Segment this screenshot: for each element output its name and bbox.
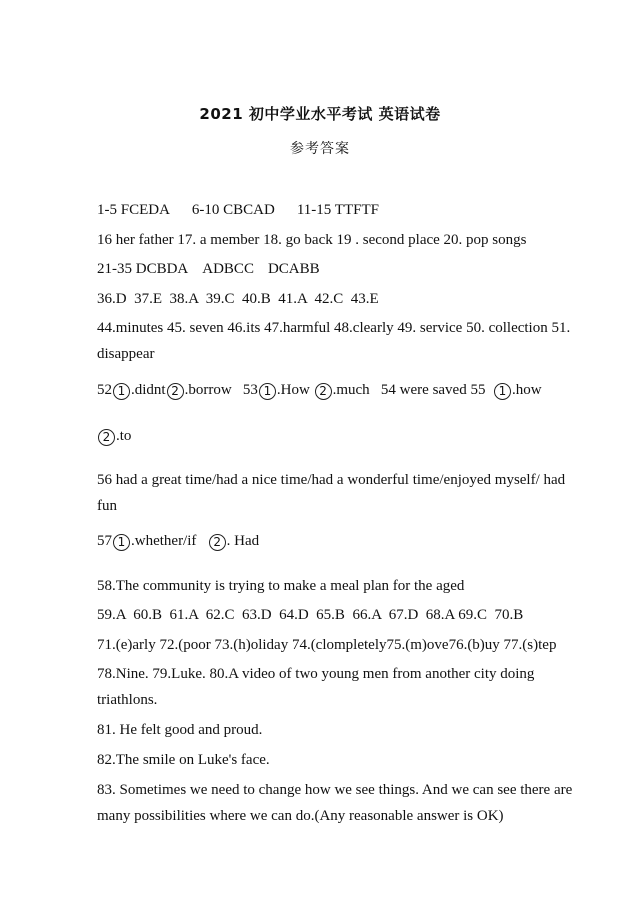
- question-number-57: 57: [97, 533, 112, 549]
- circled-number: 2: [315, 383, 332, 400]
- circled-number: 1: [259, 383, 276, 400]
- answers-78-80: 78.Nine. 79.Luke. 80.A video of two young men from another city doing triathlons.: [97, 666, 535, 708]
- answer-56: 56 had a great time/had a nice time/had a wonderful time/enjoyed myself/ had fun: [97, 472, 566, 514]
- circled-number: 1: [113, 383, 130, 400]
- answers-55-continued: [97, 423, 587, 449]
- answers-71-77: 71.(e)arly 72.(poor 73.(h)oliday 74.(clompletely75.(m)ove76.(b)uy 77.(s)tep: [97, 637, 557, 653]
- answer-text: .How: [276, 382, 310, 398]
- answer-text: . Had: [226, 533, 260, 549]
- answers-44-51: 44.minutes 45. seven 46.its 47.harmful 48.clearly 49. service 50. collection 51. disappear: [97, 320, 571, 362]
- answers-16-20: 16 her father 17. a member 18. go back 19 . second place 20. pop songs: [97, 232, 527, 248]
- circled-number: 2: [98, 429, 115, 446]
- answers-21-35: [97, 256, 587, 282]
- answers-31-35: DCABB: [267, 261, 320, 277]
- circled-number: 1: [494, 383, 511, 400]
- question-number-55: 55: [470, 382, 486, 398]
- circled-number: 2: [167, 383, 184, 400]
- answer-82: 82.The smile on Luke's face.: [97, 752, 270, 768]
- answers-1-15: [97, 197, 587, 223]
- answer-58: 58.The community is trying to make a meal plan for the aged: [97, 578, 465, 594]
- answer-83: 83. Sometimes we need to change how we see things. And we can see there are many possibilities where we can do.(Any reasonable answer is OK): [97, 782, 573, 824]
- answers-36-43: 36.D 37.E 38.A 39.C 40.B 41.A 42.C 43.E: [97, 291, 379, 307]
- answer-text: .to: [116, 428, 132, 444]
- question-number-53: 53: [242, 382, 258, 398]
- answer-text: .how: [511, 382, 542, 398]
- answer-81: 81. He felt good and proud.: [97, 722, 263, 738]
- question-number-52: 52: [97, 382, 112, 398]
- answers-11-15: 11-15 TTFTF: [296, 202, 379, 218]
- answer-text: .whether/if: [131, 533, 197, 549]
- answer-54: 54 were saved: [380, 382, 467, 398]
- answers-6-10: 6-10 CBCAD: [191, 202, 275, 218]
- answers-59-70: 59.A 60.B 61.A 62.C 63.D 64.D 65.B 66.A 67.D 68.A 69.C 70.B: [97, 607, 524, 623]
- answer-text: .didnt: [131, 382, 166, 398]
- answer-text: .borrow: [184, 382, 232, 398]
- answers-21-25: 21-35 DCBDA: [97, 261, 189, 277]
- circled-number: 1: [113, 534, 130, 551]
- answers-1-5: 1-5 FCEDA: [97, 202, 170, 218]
- answer-text: .much: [332, 382, 370, 398]
- page-title: 2021 初中学业水平考试 英语试卷: [199, 105, 441, 123]
- circled-number: 2: [209, 534, 226, 551]
- page-subtitle: 参考答案: [290, 141, 350, 157]
- answers-26-30: ADBCC: [202, 261, 254, 277]
- answers-52-55: [97, 377, 587, 403]
- answer-57: [97, 528, 587, 554]
